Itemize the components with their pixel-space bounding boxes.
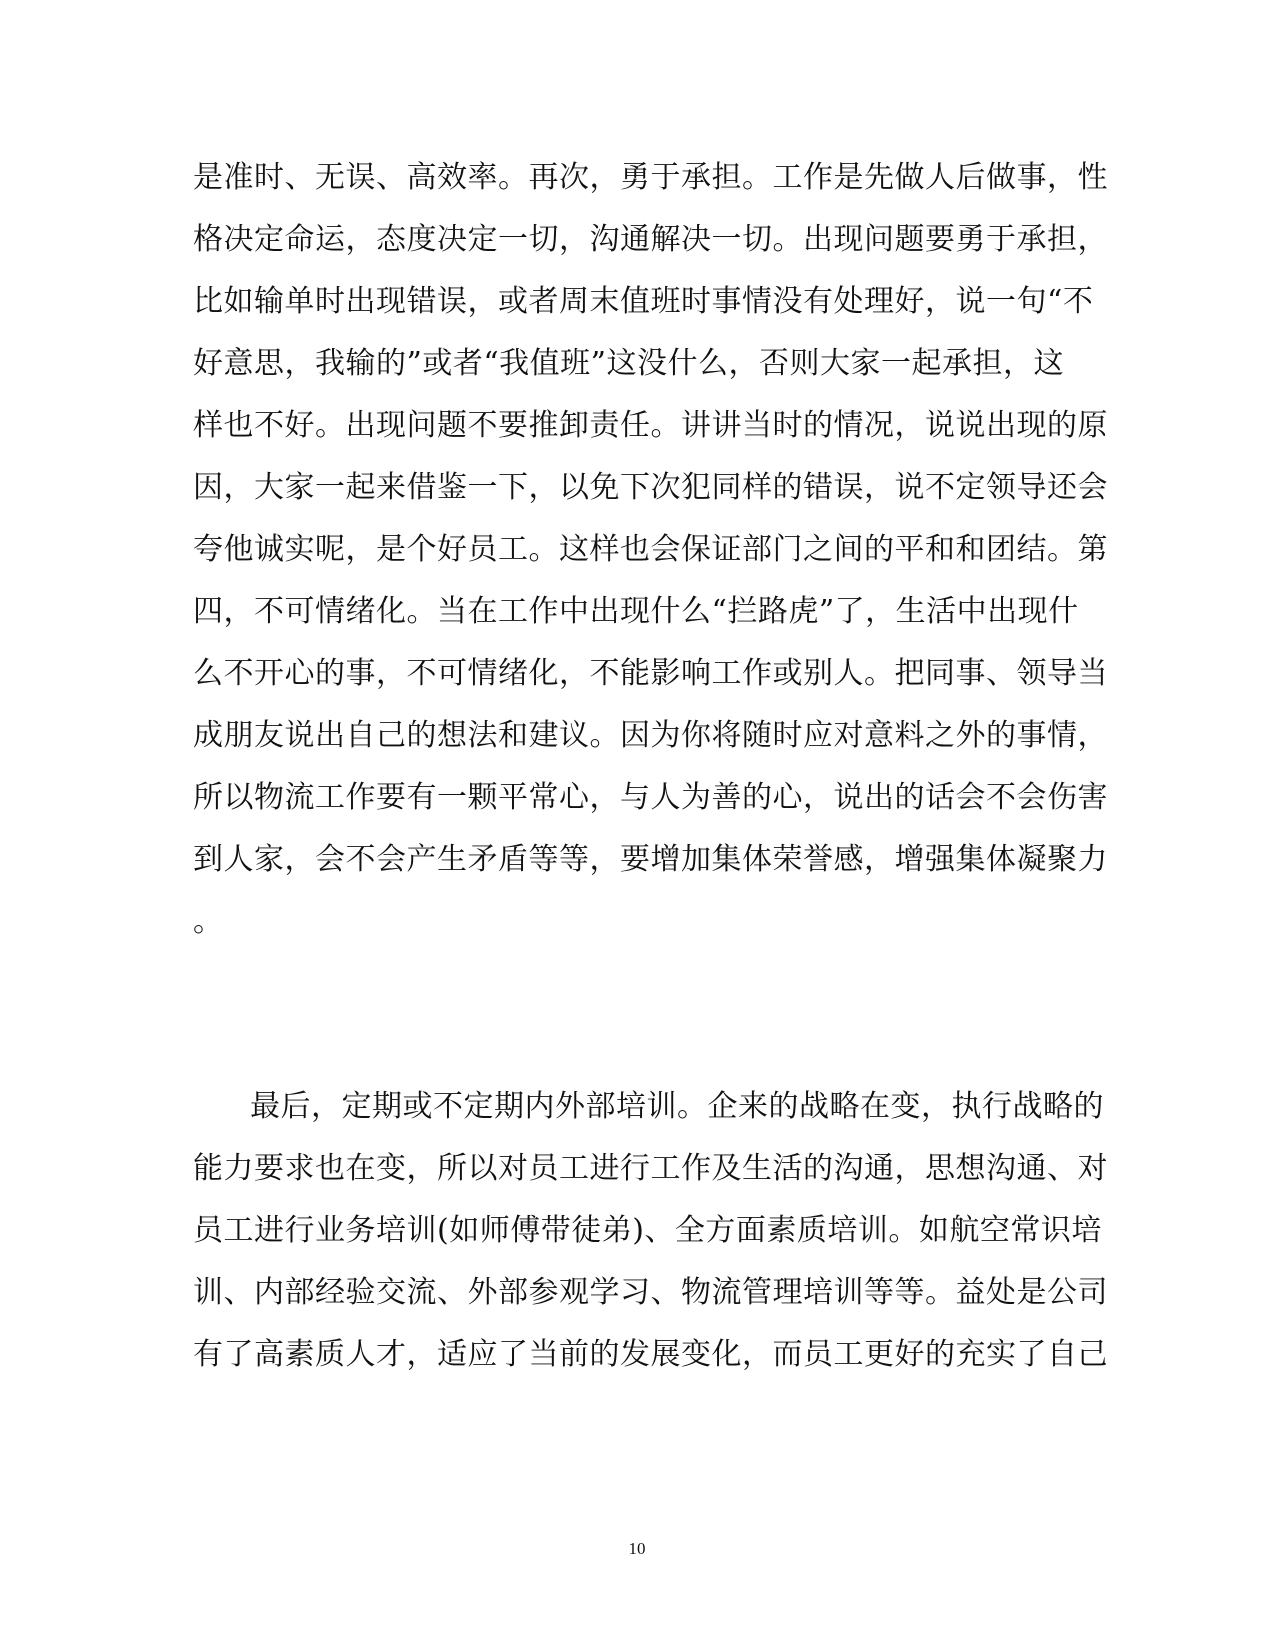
paragraph-line: 。: [193, 904, 224, 939]
page-number: 10: [628, 1539, 646, 1558]
paragraph-line: 么不开心的事，不可情绪化，不能影响工作或别人。把同事、领导当: [193, 656, 1108, 691]
paragraph-line: 能力要求也在变，所以对员工进行工作及生活的沟通，思想沟通、对: [193, 1151, 1108, 1186]
paragraph-line: 因，大家一起来借鉴一下，以免下次犯同样的错误，说不定领导还会: [193, 470, 1108, 505]
paragraph-line: 格决定命运，态度决定一切，沟通解决一切。出现问题要勇于承担，: [193, 222, 1108, 257]
paragraph-line: 比如输单时出现错误，或者周末值班时事情没有处理好，说一句“不: [193, 284, 1094, 319]
paragraph-line: 是准时、无误、高效率。再次，勇于承担。工作是先做人后做事，性: [193, 160, 1108, 195]
paragraph-line: 夸他诚实呢，是个好员工。这样也会保证部门之间的平和和团结。第: [193, 532, 1108, 567]
paragraph-line: 训、内部经验交流、外部参观学习、物流管理培训等等。益处是公司: [193, 1275, 1108, 1310]
paragraph-line: 样也不好。出现问题不要推卸责任。讲讲当时的情况，说说出现的原: [193, 408, 1108, 443]
paragraph-line: 最后，定期或不定期内外部培训。企来的战略在变，执行战略的: [250, 1089, 1104, 1124]
paragraph-line: 成朋友说出自己的想法和建议。因为你将随时应对意料之外的事情，: [193, 718, 1108, 753]
paragraph-line: 到人家，会不会产生矛盾等等，要增加集体荣誉感，增强集体凝聚力: [193, 842, 1108, 877]
paragraph-line: 所以物流工作要有一颗平常心，与人为善的心，说出的话会不会伤害: [193, 780, 1108, 815]
paragraph-line: 好意思，我输的”或者“我值班”这没什么，否则大家一起承担，这: [193, 346, 1065, 381]
paragraph-line: 有了高素质人才，适应了当前的发展变化，而员工更好的充实了自己: [193, 1337, 1108, 1372]
paragraph-line: 四，不可情绪化。当在工作中出现什么“拦路虎”了，生活中出现什: [193, 594, 1079, 629]
paragraph-line: 员工进行业务培训(如师傅带徒弟)、全方面素质培训。如航空常识培: [193, 1213, 1102, 1248]
